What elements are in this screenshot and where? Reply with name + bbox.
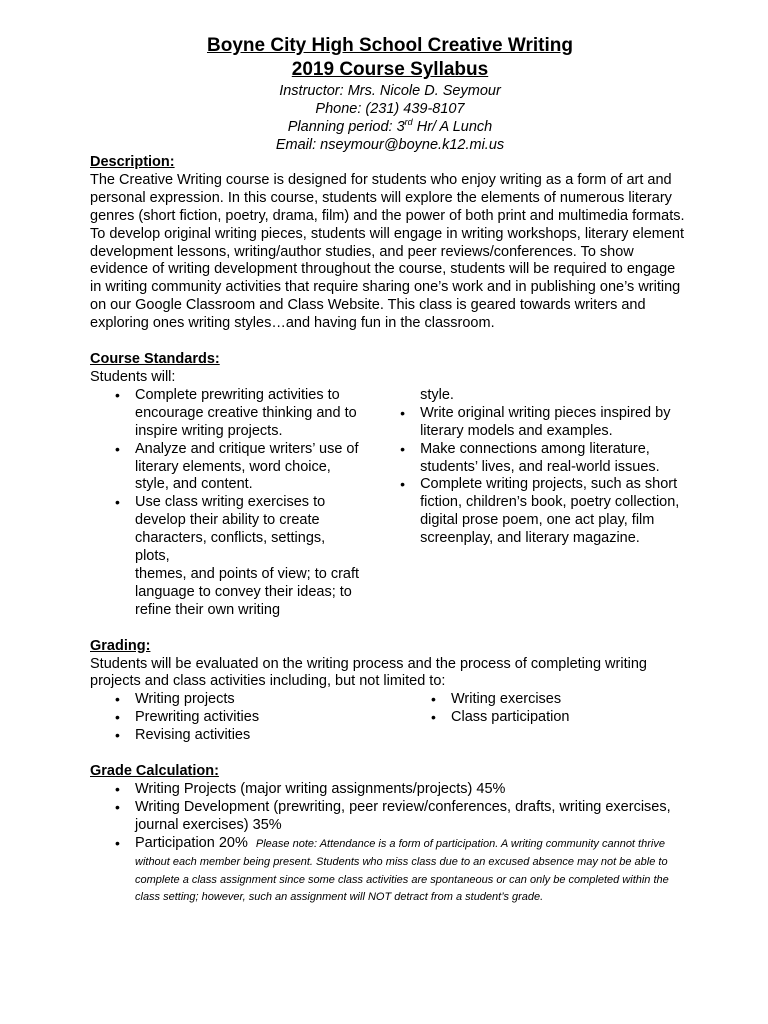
grading-right-list (406, 691, 676, 745)
standards-left-continuation: themes, and points of view; to craft language to convey their ideas; to refine their own writing (135, 565, 360, 618)
list-item: • Writing Projects (major writing assignments/projects) 45% (90, 781, 690, 799)
planning-superscript: rd (404, 117, 413, 127)
spacer (90, 333, 690, 351)
list-item (90, 835, 690, 907)
planning-prefix: Planning period: 3 (287, 119, 405, 135)
standards-intro: Students will: (90, 368, 176, 385)
standards-columns (90, 387, 690, 620)
list-item: • Write original writing pieces inspired by literary models and examples. (375, 405, 690, 441)
list-item: • Prewriting activities (90, 709, 406, 727)
calculation-heading: Grade Calculation: (90, 763, 219, 780)
list-item: • Writing exercises (406, 691, 676, 709)
list-item: • Writing projects (90, 691, 406, 709)
page-content (90, 34, 690, 906)
grading-text: Students will be evaluated on the writing process and the process of completing writing projects and class activities including, but not limited to: (90, 655, 647, 690)
list-item: • Revising activities (90, 727, 406, 745)
description-text: The Creative Writing course is designed for students who enjoy writing as a form of art and personal expression. In this course, students will explore the elements of numerous literary genres (short fiction, poetry, drama, film) and the power of both print and multimedia formats. To develop original writing pieces, students will engage in writing workshops, literary element development lessons, writing/author studies, and peer reviews/conferences. To show evidence of writing development throughout the course, students will be required to engage in writing community activities that require sharing one’s work and in publishing one’s writing on our Google Classroom and Class Website. This class is geared towards writers and exploring ones writing styles…and having fun in the classroom. (90, 171, 685, 332)
list-item: • Writing Development (prewriting, peer review/conferences, drafts, writing exercises, journal exercises) 35% (90, 799, 690, 835)
instructor-info (90, 82, 690, 154)
standards-right-continuation: style. (420, 386, 454, 403)
calculation-list (90, 781, 690, 906)
standards-heading: Course Standards: (90, 351, 220, 368)
grading-heading: Grading: (90, 637, 151, 654)
planning-period (90, 118, 690, 136)
list-item: • Make connections among literature, students’ lives, and real-world issues. (375, 441, 690, 477)
standards-right-list (375, 405, 690, 548)
participation-label: Participation 20% (135, 834, 248, 851)
spacer (90, 620, 690, 638)
instructor-email: Email: nseymour@boyne.k12.mi.us (275, 137, 505, 153)
grading-columns (90, 691, 690, 745)
grading-left-list (90, 691, 406, 745)
page-title: Boyne City High School Creative Writing (207, 35, 573, 56)
description-heading: Description: (90, 154, 175, 170)
list-item: • Analyze and critique writers’ use of literary elements, word choice, style, and content. (90, 441, 359, 495)
instructor-phone: Phone: (231) 439-8107 (315, 101, 465, 117)
list-item: • Complete writing projects, such as short fiction, children’s book, poetry collection, digital prose poem, one act play, film screenplay, and literary magazine. (375, 476, 690, 548)
page-subtitle: 2019 Course Syllabus (291, 59, 489, 80)
standards-left-column (90, 387, 359, 620)
planning-suffix: Hr/ A Lunch (412, 119, 493, 135)
standards-right-column (375, 387, 690, 620)
list-item: • Use class writing exercises to develop their ability to create characters, conflicts, settings, plots, (90, 494, 359, 566)
list-item: • Class participation (406, 709, 676, 727)
attendance-note: Please note: Attendance is a form of participation. A writing community cannot thrive without each member being present. Students who miss class due to an excused absence may not be able to complete a class assignment since some class activities are spontaneous or can only be completed within the class setting; however, such an assignment will NOT detract from a student’s grade. (135, 837, 669, 904)
list-item: • Complete prewriting activities to encourage creative thinking and to inspire writing projects. (90, 387, 359, 441)
standards-left-list (90, 387, 359, 566)
instructor-name: Instructor: Mrs. Nicole D. Seymour (279, 83, 501, 99)
spacer (90, 745, 690, 763)
